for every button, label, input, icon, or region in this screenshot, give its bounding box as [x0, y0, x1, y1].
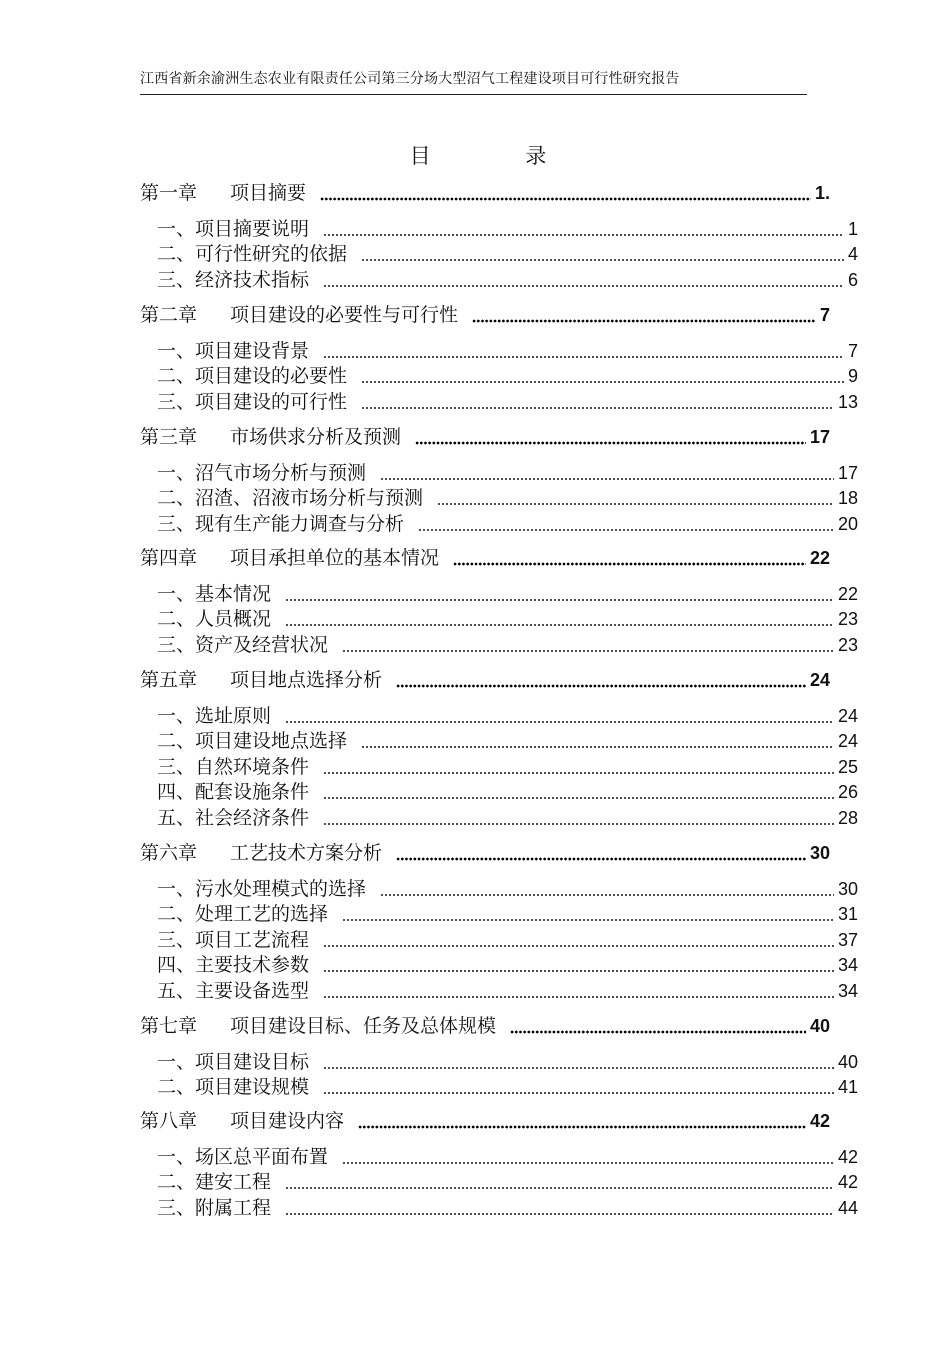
chapter-number: 第一章 [140, 182, 198, 204]
section-title: 一、项目建设目标 [157, 1051, 310, 1073]
toc-chapter-entry[interactable] [140, 178, 830, 205]
section-title: 四、配套设施条件 [157, 781, 310, 804]
dot-leader [380, 891, 834, 897]
section-title: 二、项目建设的必要性 [157, 365, 348, 388]
toc-section-entry[interactable] [157, 726, 858, 753]
chapter-page-number: 22 [809, 548, 830, 568]
section-title: 三、资产及经营状况 [157, 633, 329, 656]
toc-section-entry[interactable] [157, 265, 858, 292]
section-title: 二、处理工艺的选择 [157, 903, 329, 926]
toc-section-entry[interactable] [157, 509, 858, 536]
section-title: 四、主要技术参数 [157, 954, 310, 977]
toc-section-entry[interactable] [157, 701, 858, 728]
section-page-number: 17 [837, 463, 858, 483]
section-title: 三、自然环境条件 [157, 755, 310, 778]
running-header: 江西省新余渝洲生态农业有限责任公司第三分场大型沼气工程建设项目可行性研究报告 [140, 71, 680, 87]
toc-section-entry[interactable] [157, 483, 858, 510]
section-title: 二、人员概况 [157, 608, 272, 631]
dot-leader [380, 475, 834, 481]
chapter-title: 项目建设内容 [230, 1110, 345, 1132]
section-title: 二、项目建设地点选择 [157, 730, 348, 753]
section-page-number: 42 [837, 1172, 858, 1193]
section-title: 三、项目建设的可行性 [157, 390, 348, 413]
dot-leader [285, 1210, 834, 1216]
section-page-number: 34 [837, 955, 858, 976]
section-page-number: 7 [847, 341, 858, 361]
dot-leader [453, 559, 806, 566]
toc-section-entry[interactable] [157, 361, 858, 388]
toc-chapter-entry[interactable] [140, 300, 830, 327]
chapter-page-number: 40 [809, 1016, 830, 1036]
toc-section-entry[interactable] [157, 777, 858, 804]
toc-chapter-entry[interactable] [140, 665, 830, 692]
dot-leader [418, 526, 834, 532]
dot-leader [320, 194, 811, 201]
section-title: 五、主要设备选型 [157, 979, 310, 1002]
dot-leader [285, 718, 834, 724]
dot-leader [358, 1122, 806, 1129]
section-page-number: 30 [837, 879, 858, 899]
section-page-number: 42 [837, 1147, 858, 1167]
section-page-number: 24 [837, 731, 858, 752]
section-page-number: 26 [837, 782, 858, 803]
toc-section-entry[interactable] [157, 579, 858, 606]
dot-leader [510, 1027, 806, 1034]
dot-leader [285, 596, 834, 602]
toc-section-entry[interactable] [157, 1072, 858, 1099]
toc-section-entry[interactable] [157, 214, 858, 241]
chapter-page-number: 42 [809, 1111, 830, 1131]
dot-leader [323, 282, 844, 288]
section-title: 一、选址原则 [157, 705, 272, 727]
section-page-number: 13 [837, 391, 858, 412]
dot-leader [323, 353, 844, 359]
dot-leader [342, 1159, 834, 1165]
section-page-number: 40 [837, 1052, 858, 1072]
section-title: 一、项目摘要说明 [157, 218, 310, 240]
dot-leader [323, 967, 834, 973]
chapter-page-number: 24 [809, 670, 830, 690]
dot-leader [323, 231, 844, 237]
section-title: 三、项目工艺流程 [157, 928, 310, 951]
chapter-number: 第八章 [140, 1110, 198, 1132]
section-page-number: 22 [837, 584, 858, 604]
section-page-number: 20 [837, 513, 858, 534]
toc-section-entry[interactable] [157, 925, 858, 952]
toc-section-entry[interactable] [157, 1142, 858, 1169]
dot-leader [285, 621, 834, 627]
toc-section-entry[interactable] [157, 1047, 858, 1074]
section-page-number: 9 [847, 366, 858, 387]
dot-leader [472, 316, 816, 323]
dot-leader [323, 1064, 834, 1070]
dot-leader [323, 769, 834, 775]
dot-leader [396, 854, 806, 861]
section-title: 一、项目建设背景 [157, 340, 310, 362]
chapter-title: 项目承担单位的基本情况 [230, 547, 440, 569]
section-page-number: 18 [837, 488, 858, 509]
section-page-number: 23 [837, 609, 858, 630]
chapter-title: 工艺技术方案分析 [230, 842, 383, 864]
dot-leader [361, 743, 834, 749]
toc-section-entry[interactable] [157, 458, 858, 485]
chapter-number: 第二章 [140, 304, 198, 326]
toc-section-entry[interactable] [157, 604, 858, 631]
dot-leader [323, 820, 834, 826]
section-title: 一、基本情况 [157, 583, 272, 605]
toc-section-entry[interactable] [157, 899, 858, 926]
section-page-number: 25 [837, 756, 858, 777]
toc-section-entry[interactable] [157, 1193, 858, 1220]
toc-section-entry[interactable] [157, 803, 858, 830]
section-title: 一、沼气市场分析与预测 [157, 462, 367, 484]
dot-leader [323, 1089, 834, 1095]
section-page-number: 24 [837, 706, 858, 726]
toc-chapter-entry[interactable] [140, 422, 830, 449]
toc-chapter-entry[interactable] [140, 838, 830, 865]
toc-chapter-entry[interactable] [140, 1011, 830, 1038]
section-page-number: 1 [847, 219, 858, 239]
section-title: 三、附属工程 [157, 1196, 272, 1219]
toc-section-entry[interactable] [157, 1167, 858, 1194]
toc-section-entry[interactable] [157, 950, 858, 977]
toc-section-entry[interactable] [157, 752, 858, 779]
dot-leader [342, 916, 834, 922]
chapter-number: 第六章 [140, 842, 198, 864]
dot-leader [361, 256, 844, 262]
section-page-number: 6 [847, 269, 858, 290]
section-page-number: 28 [837, 807, 858, 828]
section-title: 三、经济技术指标 [157, 268, 310, 291]
dot-leader [323, 794, 834, 800]
section-page-number: 41 [837, 1077, 858, 1098]
section-page-number: 4 [847, 244, 858, 265]
section-title: 一、场区总平面布置 [157, 1146, 329, 1168]
dot-leader [342, 647, 834, 653]
section-page-number: 34 [837, 980, 858, 1001]
chapter-number: 第七章 [140, 1015, 198, 1037]
chapter-number: 第四章 [140, 547, 198, 569]
chapter-page-number: 17 [809, 427, 830, 447]
toc-title: 目 录 [409, 144, 591, 168]
dot-leader [285, 1184, 834, 1190]
section-title: 五、社会经济条件 [157, 806, 310, 829]
toc-chapter-entry[interactable] [140, 543, 830, 570]
toc-chapter-entry[interactable] [140, 1106, 830, 1133]
chapter-title: 项目地点选择分析 [230, 669, 383, 691]
section-page-number: 37 [837, 929, 858, 950]
dot-leader [361, 404, 834, 410]
toc-section-entry[interactable] [157, 239, 858, 266]
toc-section-entry[interactable] [157, 630, 858, 657]
dot-leader [323, 993, 834, 999]
section-title: 二、项目建设规模 [157, 1076, 310, 1099]
section-page-number: 44 [837, 1197, 858, 1218]
chapter-page-number: 30 [809, 843, 830, 863]
section-title: 二、可行性研究的依据 [157, 243, 348, 266]
dot-leader [415, 438, 806, 445]
dot-leader [437, 500, 834, 506]
toc-section-entry[interactable] [157, 874, 858, 901]
dot-leader [361, 378, 844, 384]
chapter-title: 项目摘要 [230, 182, 307, 204]
section-title: 三、现有生产能力调查与分析 [157, 512, 405, 535]
dot-leader [396, 681, 806, 688]
chapter-title: 项目建设的必要性与可行性 [230, 304, 459, 326]
chapter-page-number: 7 [819, 305, 830, 325]
section-page-number: 23 [837, 634, 858, 655]
chapter-page-number: 1. [814, 183, 830, 203]
dot-leader [323, 942, 834, 948]
chapter-title: 市场供求分析及预测 [230, 426, 402, 448]
toc-section-entry[interactable] [157, 336, 858, 363]
toc-section-entry[interactable] [157, 387, 858, 414]
chapter-number: 第五章 [140, 669, 198, 691]
chapter-title: 项目建设目标、任务及总体规模 [230, 1015, 497, 1037]
section-title: 一、污水处理模式的选择 [157, 878, 367, 900]
section-title: 二、沼渣、沼液市场分析与预测 [157, 487, 424, 510]
section-page-number: 31 [837, 904, 858, 925]
chapter-number: 第三章 [140, 426, 198, 448]
toc-section-entry[interactable] [157, 976, 858, 1003]
section-title: 二、建安工程 [157, 1171, 272, 1194]
